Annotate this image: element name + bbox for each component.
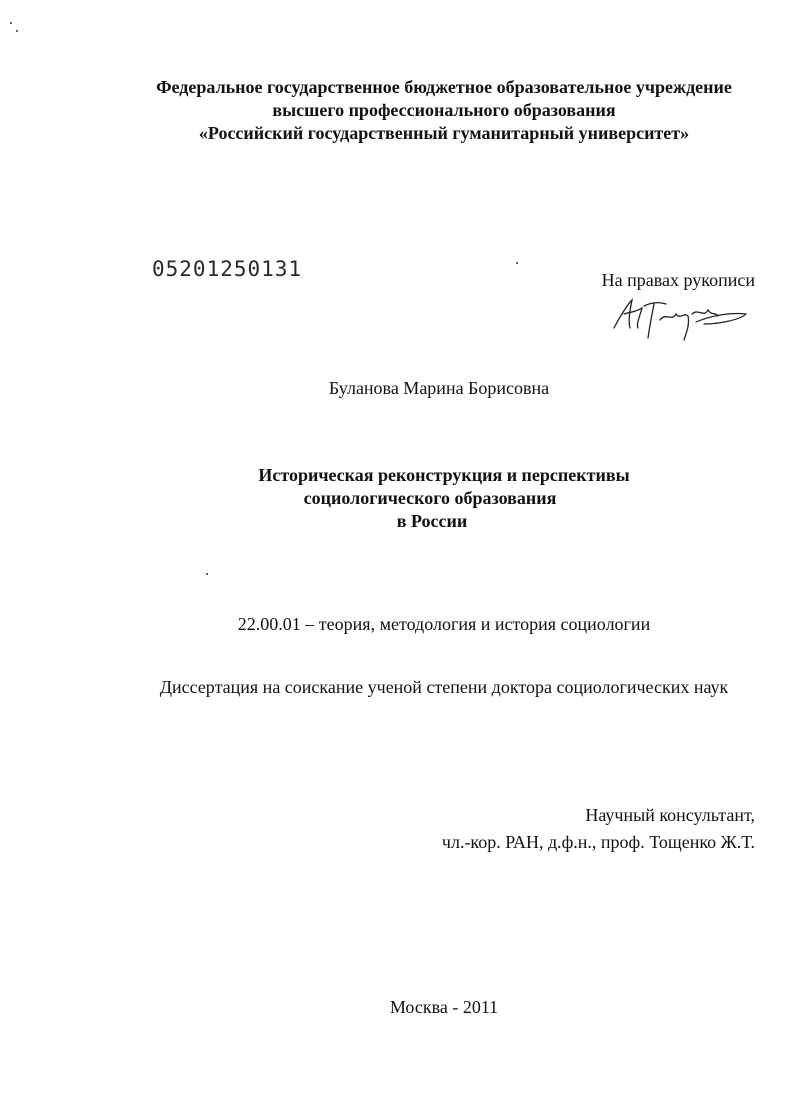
title-line-2: социологического образования <box>303 488 557 508</box>
institution-line-2: высшего профессионального образования <box>272 100 616 120</box>
title-line-1: Историческая реконструкция и перспективы <box>258 465 630 485</box>
registration-number-stamp: 05201250131 <box>152 257 303 281</box>
consultant-label: Научный консультант, <box>585 805 755 825</box>
institution-line-3: «Российский государственный гуманитарный университет» <box>198 123 690 143</box>
manuscript-rights-note: На правах рукописи <box>601 270 755 290</box>
scan-speck <box>10 22 12 24</box>
institution-line-1: Федеральное государственное бюджетное образовательное учреждение <box>156 77 732 97</box>
scientific-consultant <box>442 802 755 856</box>
scan-speck <box>516 262 518 264</box>
consultant-name: чл.-кор. РАН, д.ф.н., проф. Тощенко Ж.Т. <box>441 832 755 852</box>
title-line-3: в России <box>396 511 468 531</box>
handwritten-signature <box>600 294 750 346</box>
scan-speck <box>206 573 208 575</box>
dissertation-type: Диссертация на соискание ученой степени доктора социологических наук <box>159 677 729 697</box>
dissertation-title <box>0 464 798 533</box>
city-year: Москва - 2011 <box>389 997 499 1017</box>
author-name: Буланова Марина Борисовна <box>328 378 550 398</box>
institution-header <box>0 76 798 145</box>
specialty-code: 22.00.01 – теория, методология и история социологии <box>237 614 651 634</box>
scan-speck <box>16 30 18 32</box>
